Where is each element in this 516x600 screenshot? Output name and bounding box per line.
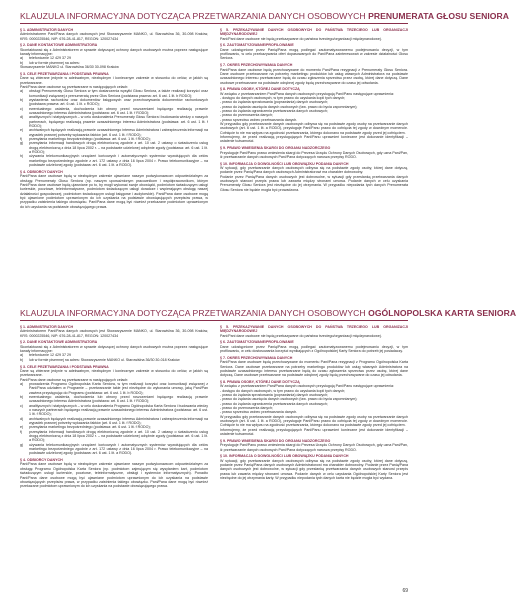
list-item-marker: e): [20, 128, 24, 133]
list-item-marker: f): [20, 429, 23, 434]
section-title: [20, 308, 516, 321]
list-item-marker: b): [20, 394, 24, 399]
clause-paragraph: W związku z przetwarzaniem Pani/Pana danych osobowych przysługują Pani/Panu następujące uprawnienia:: [220, 384, 394, 389]
clause-paragraph: Przysługuje Pani/Panu prawo wniesienia skargi do Prezesa Urzędu Ochrony Danych Osobowych, gdy uzna Pani/Pan, iż przetwarzanie danych osobowych Pani/Pana dotyczących narusza przepisy RODO.: [220, 443, 408, 452]
clause-paragraph: - prawo do żądania sprostowania (poprawiania) danych osobowych;: [220, 100, 329, 105]
clause-heading: § 7. OKRES PRZECHOWYWANIA DANYCH: [220, 355, 293, 360]
section-title-bold: PRENUMERATA GŁOSU SENIORA: [368, 11, 510, 21]
clause-paragraph: Dane są zbierane jedynie w adekwatnym, niezbędnym i koniecznym zakresie w stosunku do celów, w jakich są przetwarzane.: [20, 76, 208, 85]
list-item-text: obsługi Prenumeraty Głosu Seniora w tym dostarczenia wysyłki Głosu Seniora, a także realizacji korzyści oraz komunikacji związanej z prenumeratą przez Głos Seniora (podstawa prawna: art. 6 ust. 1 lit. b RODO);: [29, 89, 208, 98]
clause-heading: § 2. DANE KONTAKTOWE ADMINISTRATORA: [20, 340, 98, 345]
list-item-text: analitycznych i statystycznych – w celu doskonalenia Programu Ogólnopolska Karta Seniora i budowania wiedzy o naszych partnerach będącego realizacją prawnie uzasadnionego interesu Administratora (podstawa: art. 6 ust. 1 lit. f RODO);: [29, 403, 208, 417]
clause-paragraph: - prawo do żądania usunięcia danych osobowych (tzw. prawo do bycia zapomnianym);: [220, 104, 358, 109]
list-item: [20, 89, 208, 98]
section-columns: [20, 325, 408, 489]
clause-paragraph: Pani/Pana dane osobowe są przetwarzane w następujących celach:: [20, 377, 129, 382]
clause-paragraph: Pani/Pana dane osobowe są przetwarzane w następujących celach:: [20, 84, 129, 89]
clause-prenumerata: [20, 11, 510, 209]
clause-paragraph: W sytuacji, gdy przetwarzanie danych osobowych odbywa się na podstawie zgody osoby, której dane dotyczą, podanie przez Panią/Pana danych osobowych Administratorowi ma charakter dobrowolny. Podanie przez Panią/Pana danych osobowych jest dobrowolne, w sytuacji gdy przesłanką przetwarzania danych osobowych stanowi przepis prawa lub zawarta między stronami umowa. Podanie danych w celu uzyskania Ogólnopolskiej Karty Seniora jest niezbędne do jej otrzymania karty. W przypadku niepodania tych danych karta nie będzie mogła być wydana.: [220, 458, 408, 480]
clause-heading: § 5. PRZEKAZYWANIE DANYCH OSOBOWYCH DO PAŃSTWA TRZECIEGO LUB ORGANIZACJI MIĘDZYNARODOWEJ: [220, 28, 408, 37]
list-item-text: telefonicznie 12 429 37 29: [29, 353, 71, 358]
list-item-marker: b): [20, 357, 24, 362]
clause-heading: § 10. INFORMACJA O DOWOLNOŚCI LUB OBOWIĄZKU PODANIA DANYCH: [220, 454, 349, 459]
list-item-marker: g): [20, 141, 24, 146]
left-column: [20, 28, 208, 209]
section-title-prefix: KLAUZULA INFORMACYJNA DOTYCZĄCA PRZETWARZANIA DANYCH OSOBOWYCH: [20, 308, 366, 318]
clause-paragraph: Pani/Pani dane osobowe nie będą przekazywane do państwa trzeciego/organizacji międzynarodowej.: [220, 333, 382, 338]
list-item-text: telefonicznie 12 429 37 29: [29, 56, 71, 61]
clause-paragraph: Stowarzyszenie MANKO ul. Starowiślna 36/30 30-098 Kraków: [20, 65, 119, 70]
right-column: [220, 325, 408, 489]
clause-heading: § 9. PRAWO WNIESIENIA SKARGI DO ORGANU NADZORCZEGO: [220, 146, 331, 151]
clause-heading: § 6. ZAUTOMATYZOWANE/PROFILOWANIE: [220, 43, 294, 48]
list-item-text: archiwalnych będących realizacją prawnie uzasadnionego interesu Administratora i zabezpieczenia informacji na wypadek prawnej potrzeby wykazania faktów (art. 6 ust. 1 lit. f RODO);: [29, 128, 208, 137]
page-number: 69: [402, 588, 408, 594]
list-item: [20, 128, 208, 137]
list-item-text: ewentualnego ustalenia, dochodzenia lub obrony przed roszczeniami będącego realizacją prawnie uzasadnionego interesu Administratora (podstawa: art. 6 ust. 1 lit. f RODO);: [29, 106, 208, 115]
list-item-marker: h): [20, 154, 24, 159]
clause-paragraph: Skontaktować się z Administratorem w sprawie dotyczącej ochrony danych osobowych można poprzez następujące kanały informacyjne:: [20, 344, 208, 354]
section-title-prefix: KLAUZULA INFORMACYJNA DOTYCZĄCA PRZETWARZANIA DANYCH OSOBOWYCH: [20, 11, 366, 21]
section-columns: [20, 28, 408, 209]
clause-heading: § 1. ADMINISTRATOR DANYCH: [20, 325, 74, 329]
list-item-text: przesyłania informacji handlowych drogą elektroniczną zgodnie z art. 10 ust. 2 ustawy o świadczeniu usług drogą elektroniczną z dnia 18 lipca 2002 r. – na podstawie udzielonej odrębnie zgody (podstawa: art. 6 ust. 1 lit. a RODO);: [29, 429, 208, 443]
list-item: [20, 417, 208, 426]
list-item-text: przesyłania informacji handlowych drogą elektroniczną zgodnie z art. 10 ust. 2 ustawy o świadczeniu usług drogą elektroniczną z dnia 18 lipca 2002 r. – na podstawie udzielonej odrębnie zgody (podstawa: art. 6 ust. 1 lit. a RODO);: [29, 141, 208, 155]
clause-paragraph: - prawo do przenoszenia danych;: [220, 406, 273, 411]
clause-paragraph: Pani/Pana dane osobowe będą przechowywane do momentu Pani/Pana rezygnacji z Prenumeraty Głosu Seniora. Dane osobowe przetwarzane na potrzeby marketingu produktów lub usług własnych Administratora na podstawie uzasadnionego interesu przetwarzane będą do czasu zgłoszenia sprzeciwu przez osobę, której dane dotyczą. Dane osobowe przetwarzane na podstawie odrębnej zgody będą przechowywane do czasu jej odwołania.: [220, 67, 408, 85]
list-item-text: wystawienia rachunków oraz dokumentów księgowych oraz przechowywania dokumentów rachunkowych (podstawa prawna: art. 6 ust. 1 lit. c RODO);: [29, 97, 208, 107]
list-item: [20, 358, 208, 362]
list-item: [20, 98, 208, 107]
clause-heading: § 9. PRAWO WNIESIENIA SKARGI DO ORGANU NADZORCZEGO: [220, 438, 331, 443]
list-item-text: lub w formie pisemnej na adres:: [29, 60, 80, 65]
list-item-marker: f): [20, 137, 23, 142]
list-item-text: lub w formie pisemnej na adres: Stowarzyszenie MANKO ul. Starowiślna 36/30 30-018 Kraków: [29, 357, 180, 362]
left-column: [20, 325, 208, 489]
clause-paragraph: - prawo do żądania ograniczenia przetwarzania danych osobowych;: [220, 109, 328, 114]
list-item: [20, 382, 208, 395]
clause-paragraph: Administratorem Pani/Pana danych osobowych jest Stowarzyszenie MANKO, ul. Starowiślna 36, 30-098 Kraków, KRS: 0000225546, NIP: 676-28-41-817, REGON: 120027434: [20, 32, 208, 41]
list-item: [20, 404, 208, 417]
list-item-text: używania telekomunikacyjnych urządzeń końcowych i automatycznych systemów wywołujących dla celów marketingu bezpośredniego zgodnie z art. 172 ustawy z dnia 16 lipca 2004 r. Prawo telekomunikacyjne – na podstawie udzielonej zgody (podstawa: art. 6 ust. 1 lit. a RODO).: [29, 442, 208, 456]
section-title-bold: OGÓLNOPOLSKA KARTA SENIORA: [368, 308, 516, 318]
clause-paragraph: Przysługuje Pani/Panu prawo wniesienia skargi do Prezesa Urzędu Ochrony Danych Osobowych, gdy uzna Pani/Pan, iż przetwarzanie danych osobowych Pani/Pana dotyczących narusza przepisy RODO.: [220, 150, 408, 159]
clause-paragraph: - prawo do żądania usunięcia danych osobowych (tzw. prawo do bycia zapomnianym);: [220, 397, 358, 402]
list-item-marker: a): [20, 56, 24, 61]
clause-paragraph: W przypadku gdy przetwarzanie danych osobowych odbywa się na podstawie zgody osoby na przetwarzanie danych osobowych (art. 6 ust. 1 lit. a RODO), przysługuje Pani/Panu prawo do cofnięcia tej zgody w dowolnym momencie. Cofnięcie to nie ma wpływu na zgodność przetwarzania, którego dokonano na podstawie zgody przed jej cofnięciem.: [220, 414, 408, 428]
list-item-text: analitycznych i statystycznych – w celu doskonalenia Prenumeraty Głosu Seniora i budowania wiedzy o naszych partnerach, będącego realizacją prawnie uzasadnionego interesu Administratora (podstawa: art. 6 ust. 1 lit. f RODO);: [29, 115, 208, 128]
clause-heading: § 3. CELE PRZETWARZANIA I PODSTAWA PRAWNA: [20, 364, 109, 369]
clause-paragraph: - prawo sprzeciwu wobec przetwarzania danych.: [220, 410, 298, 415]
list-item-text: przesyłania marketingu bezpośredniego (podstawa: art. 6 ust. 1 lit. f RODO);: [29, 425, 151, 430]
clause-karta-seniora: [20, 308, 516, 489]
clause-paragraph: W związku z przetwarzaniem Pani/Pana danych osobowych przysługują Pani/Panu następujące uprawnienia:: [220, 91, 394, 96]
list-item-text: używania telekomunikacyjnych urządzeń końcowych i automatycznych systemów wywołujących dla celów marketingu bezpośredniego zgodnie z art. 172 ustawy z dnia 16 lipca 2004 r. Prawo telekomunikacyjne – na podstawie udzielonej zgody (podstawa: art. 6 ust. 1 lit. a RODO).: [29, 154, 208, 168]
list-item-marker: d): [20, 115, 24, 120]
clause-heading: § 10. INFORMACJA O DOWOLNOŚCI LUB OBOWIĄZKU PODANIA DANYCH: [220, 161, 349, 166]
list-item: [20, 107, 208, 116]
clause-heading: § 4. ODBIORCY DANYCH: [20, 169, 63, 174]
clause-paragraph: Pani/Pana dane osobowe będą przechowywane do momentu Pani/Pana rezygnacji z Programu Ogólnopolska Karta Seniora. Dane osobowe przetwarzane na potrzeby marketingu produktów lub usług własnych Administratora na podstawie uzasadnionego interesu przetwarzane będą do czasu zgłoszenia sprzeciwu przez osobę, której dane dotyczą. Dane osobowe przetwarzane na podstawie odrębnej zgody będą przechowywane do czasu jej odwołania.: [220, 360, 408, 378]
list-item: [20, 395, 208, 404]
clause-heading: § 8. PRAWA OSOBY, KTÓREJ DANE DOTYCZĄ: [220, 379, 300, 384]
clause-paragraph: Pani/Pana dane osobowe będą w niezbędnym zakresie ujawniane naszym podwykonawcom odpowiedzialnym za obsługę Programu Ogólnopolska Karta Seniora (np. podmiotom zajmującym się wysyłaniem kart, podmiotom świadczącym usługi kurierskie, pocztowe, teleinformatyczne, obsługi i systemów informatycznych). Ponadto Pani/Pana dane osobowe mogą być ujawniane podmiotom uprawnionym do ich uzyskania na podstawie obowiązujących przepisów prawa, w przypadku zaistnienia takiego obowiązku. Pani/Pana dane mogą być również przekazane podmiotom uprawnionym do ich uzyskania na podstawie obowiązującego prawa.: [20, 462, 208, 489]
clause-heading: § 6. ZAUTOMATYZOWANE/PROFILOWANIE: [220, 340, 294, 345]
clause-paragraph: Podanie przez Panią/Pana danych osobowych jest dobrowolne, w sytuacji gdy przesłanką przetwarzania danych osobowych stanowi przepis prawa lub zawarta między stronami umowa. Podanie danych w celu uzyskania Prenumeraty Głosu Seniora jest niezbędne do jej otrzymania. W przypadku niepodania tych danych Prenumerata Głosu Seniora nie będzie mogła być prowadzona.: [220, 174, 408, 192]
list-item-marker: a): [20, 89, 24, 94]
clause-paragraph: Pani/Pani dane osobowe nie będą przekazywane do państwa trzeciego/organizacji międzynarodowej.: [220, 36, 382, 41]
clause-paragraph: Administratorem Pani/Pana danych osobowych jest Stowarzyszenie MANKO, ul. Starowiślna 36, 30-098 Kraków, KRS: 0000225546, NIP: 676-28-41-817, REGON: 120027434: [20, 329, 208, 338]
list-item: [20, 443, 208, 456]
list-item-text: archiwalnych będących realizacją prawnie uzasadnionego interesu Administratora i zabezpieczenia informacji na wypadek prawnej potrzeby wykazania faktów (art. 6 ust. 1 lit. f RODO);: [29, 416, 208, 425]
list-item: [20, 154, 208, 167]
list-item: [20, 141, 208, 154]
list-item-text: ewentualnego ustalenia, dochodzenia lub obrony przed roszczeniami będącego realizacją prawnie uzasadnionego interesu Administratora (podstawa: art. 6 ust. 1 lit. f RODO);: [29, 394, 208, 404]
clause-paragraph: Informujemy, że przed realizacją przysługujących Pani/Panu uprawnień konieczne jest dokonanie identyfikacji – ustalenie tożsamości.: [220, 135, 408, 144]
clause-heading: § 4. ODBIORCY DANYCH: [20, 458, 63, 463]
list-item-marker: a): [20, 381, 24, 386]
clause-heading: § 3. CELE PRZETWARZANIA I PODSTAWA PRAWNA: [20, 71, 109, 76]
clause-paragraph: - prawo do żądania ograniczenia przetwarzania danych osobowych;: [220, 401, 328, 406]
right-column: [220, 28, 408, 209]
clause-paragraph: - prawo do przenoszenia danych;: [220, 113, 273, 118]
clause-paragraph: Pani/Pana dane osobowe będą w niezbędnym zakresie ujawniane naszym podwykonawcom odpowiedzialnym za obsługę Prenumeraty Głosu Seniora (np. naszym upoważnionym pracownikom i współpracownikom, którym Pani/Pana dane osobowe będą ujawniane po to, by mogli wykonać swoje obowiązki, podmiotom świadczącym usługi kurierskie, pocztowe, teleinformatyczne, podmiotom świadczącym usługi doradcze i wspierającym obsługę naszej działalności gospodarczej, podmiotom świadczącym usługi księgowe i audytorskie). Pani/Pana dane osobowe mogą być ujawnione podmiotom uprawnionym do ich uzyskania na podstawie obowiązujących przepisów prawa, w przypadku zaistnienia takiego obowiązku. Pani/Pana dane mogą być również przekazane podmiotom uprawnionym do ich uzyskania na podstawie obowiązującego prawa.: [20, 174, 208, 209]
clause-paragraph: Informujemy, że przed realizacją przysługujących Pani/Panu uprawnień konieczne jest dokonanie identyfikacji – ustalenie tożsamości.: [220, 427, 408, 437]
list-item: [20, 430, 208, 443]
clause-paragraph: Skontaktować się z Administratorem w sprawie dotyczącej ochrony danych osobowych można poprzez następujące kanały informacyjne:: [20, 47, 208, 57]
list-item: [20, 115, 208, 128]
list-item-marker: g): [20, 442, 24, 447]
clause-paragraph: - dostępu do danych osobowych, w tym prawo do uzyskania kopii tych danych;: [220, 95, 346, 100]
list-item-marker: b): [20, 60, 24, 65]
clause-heading: § 7. OKRES PRZECHOWYWANIA DANYCH: [220, 63, 293, 68]
clause-paragraph: Dane udostępnione przez Panią/Pana mogą podlegać zautomatyzowanemu podejmowaniu decyzji, w tym profilowaniu, w celu dostosowania korzyści wynikających z Ogólnopolskiej Karty Seniora do potrzeb jej posiadaczy.: [220, 344, 408, 354]
clause-heading: § 1. ADMINISTRATOR DANYCH: [20, 28, 74, 32]
clause-heading: § 2. DANE KONTAKTOWE ADMINISTRATORA: [20, 43, 98, 48]
list-item-marker: e): [20, 425, 24, 430]
list-item-marker: b): [20, 97, 24, 102]
clause-paragraph: Dane są zbierane jedynie w adekwatnym, niezbędnym i koniecznym zakresie w stosunku do celów, w jakich są przetwarzane.: [20, 368, 208, 378]
list-item-marker: a): [20, 353, 24, 358]
clause-paragraph: - prawo sprzeciwu wobec przetwarzania danych.: [220, 117, 298, 122]
clause-heading: § 8. PRAWA OSOBY, KTÓREJ DANE DOTYCZĄ: [220, 87, 300, 92]
clause-paragraph: W przypadku gdy przetwarzanie danych osobowych odbywa się na podstawie zgody osoby na przetwarzanie danych osobowych (art. 6 ust. 1 lit. a RODO), przysługuje Pani/Panu prawo do cofnięcia tej zgody w dowolnym momencie. Cofnięcie to nie ma wpływu na zgodność przetwarzania, którego dokonano na podstawie zgody przed jej cofnięciem.: [220, 122, 408, 135]
clause-paragraph: - prawo do żądania sprostowania (poprawiania) danych osobowych;: [220, 392, 329, 397]
section-title: [20, 11, 510, 24]
clause-heading: § 5. PRZEKAZYWANIE DANYCH OSOBOWYCH DO PAŃSTWA TRZECIEGO LUB ORGANIZACJI MIĘDZYNARODOWEJ: [220, 325, 408, 334]
clause-paragraph: W sytuacji, gdy przetwarzanie danych osobowych odbywa się na podstawie zgody osoby, której dane dotyczą, podanie przez Panią/Pana danych osobowych Administratorowi ma charakter dobrowolny.: [220, 165, 408, 175]
list-item-marker: d): [20, 416, 24, 421]
list-item-marker: c): [20, 106, 23, 111]
clause-paragraph: Dane udostępnione przez Panią/Pana mogą podlegać zautomatyzowanemu podejmowaniu decyzji, w tym profilowaniu, w celu przekazywania ofert dopasowanych do Pani/Pana zainteresowań w zakresie działalności Głosu Seniora.: [220, 47, 408, 61]
list-item-text: prowadzenia Programu Ogólnopolska Karta Seniora, w tym realizacji korzyści oraz komunikacji związanej z Pani/Pana udziałem w Programie – przetwarzanie takie jest niezbędne do wykonania umowy, jaką Pani/Pan zawiera przystępując do Programu (podstawa: art. 6 ust. 1 lit. b RODO);: [29, 381, 208, 395]
list-item-text: przesyłania marketingu bezpośredniego (podstawa: art. 6 ust. 1 lit. f RODO);: [29, 137, 151, 142]
list-item-marker: c): [20, 403, 23, 408]
clause-paragraph: - dostępu do danych osobowych, w tym prawo do uzyskania kopii tych danych;: [220, 388, 346, 393]
